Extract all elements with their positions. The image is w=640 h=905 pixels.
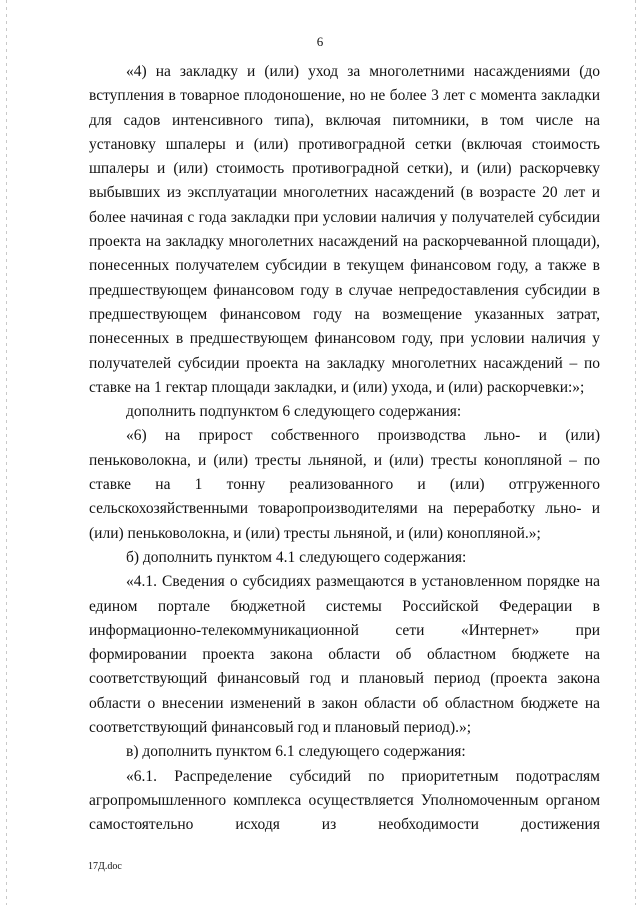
scan-edge-left bbox=[6, 0, 7, 905]
footer-filename: 17Д.doc bbox=[88, 861, 122, 872]
paragraph-add-subitem-6: дополнить подпунктом 6 следующего содержания: bbox=[126, 403, 462, 421]
paragraph-subitem-4: «4) на закладку и (или) уход за многолетними насаждениями (до вступления в товарное плодоношение, но не более 3 лет с момента закладки для садов интенсивного типа), включая питомники, в том числе на установку шпалеры и (или) противоградной сетки (включая стоимость шпалеры и (или) стоимость противоградной сетки), и (или) раскорчевку выбывших из эксплуатации многолетних насаждений (в возрасте 20 лет и более начиная с года закладки при условии наличия у получателей субсидии проекта на закладку многолетних насаждений на раскорчеванной площади), понесенных получателем субсидии в текущем финансовом году, а также в предшествующем финансовом году в случае непредоставления субсидии в предшествующем финансовом году на возмещение указанных затрат, понесенных в предшествующем финансовом году, при условии наличия у получателей субсидии проекта на закладку многолетних насаждений – по ставке на 1 гектар площади закладки, и (или) ухода, и (или) раскорчевки:»; bbox=[89, 63, 600, 396]
paragraph-item-4-1: «4.1. Сведения о субсидиях размещаются в установленном порядке на едином портале бюджетной системы Российской Федерации в информационно-телекоммуникационной сети «Интернет» при формировании проекта закона области об областном бюджете на соответствующий финансовый год и плановый период (проекта закона области о внесении изменений в закон области об областном бюджете на соответствующий финансовый год и плановый период).»; bbox=[89, 573, 600, 737]
document-body bbox=[89, 60, 600, 838]
paragraph-item-6-1: «6.1. Распределение субсидий по приоритетным подотраслям агропромышленного комплекса осуществляется Уполномоченным органом самостоятельно исходя из необходимости достижения bbox=[89, 767, 600, 834]
paragraph-add-item-4-1: б) дополнить пунктом 4.1 следующего содержания: bbox=[126, 548, 467, 566]
scan-edge-right bbox=[635, 0, 636, 905]
page-number: 6 bbox=[316, 34, 324, 49]
paragraph-subitem-6: «6) на прирост собственного производства льно- и (или) пеньковолокна, и (или) тресты льняной, и (или) тресты конопляной – по ставке на 1 тонну реализованного и (или) отгруженного сельскохозяйственными товаропроизводителями на переработку льно- и (или) пеньковолокна, и (или) тресты льняной, и (или) конопляной.»; bbox=[89, 427, 600, 542]
paragraph-add-item-6-1: в) дополнить пунктом 6.1 следующего содержания: bbox=[126, 743, 466, 761]
